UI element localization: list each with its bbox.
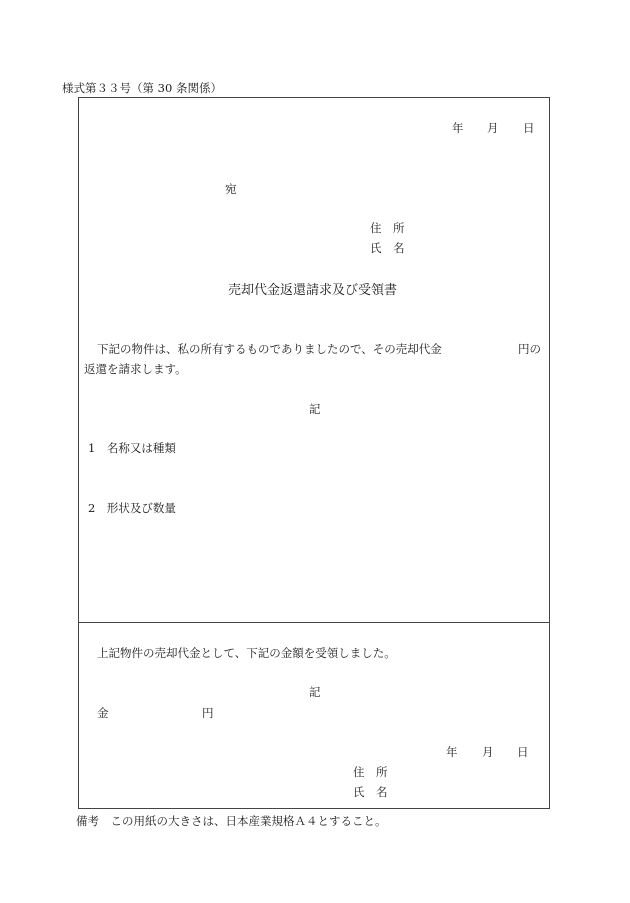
request-name-label: 氏 名 bbox=[370, 241, 405, 255]
receipt-date-month: 月 bbox=[482, 745, 494, 759]
form-number: 様式第３３号（第 30 条関係） bbox=[62, 81, 222, 95]
amount-label: 金 bbox=[97, 706, 109, 720]
request-date-month: 月 bbox=[487, 121, 499, 135]
request-address-label: 住 所 bbox=[370, 221, 405, 235]
amount-yen: 円 bbox=[202, 706, 214, 720]
request-body-line1: 下記の物件は、私の所有するものでありましたので、その売却代金 bbox=[97, 342, 442, 356]
receipt-ki: 記 bbox=[309, 685, 321, 699]
addressee-suffix: 宛 bbox=[225, 182, 237, 196]
section-divider bbox=[78, 622, 550, 623]
request-date-day: 日 bbox=[523, 121, 535, 135]
document-title: 売却代金返還請求及び受領書 bbox=[228, 283, 398, 298]
item-name-or-type: 1 名称又は種類 bbox=[88, 441, 176, 455]
footer-note: 備考 この用紙の大きさは、日本産業規格Ａ４とすること。 bbox=[76, 814, 387, 828]
receipt-date-day: 日 bbox=[517, 745, 529, 759]
request-body-yen: 円の bbox=[518, 342, 541, 356]
item-shape-and-quantity: 2 形状及び数量 bbox=[88, 501, 176, 515]
receipt-body: 上記物件の売却代金として、下記の金額を受領しました。 bbox=[97, 646, 396, 660]
receipt-date-year: 年 bbox=[446, 745, 458, 759]
request-body-line2: 返還を請求します。 bbox=[84, 362, 187, 376]
request-ki: 記 bbox=[309, 402, 321, 416]
receipt-address-label: 住 所 bbox=[353, 765, 388, 779]
request-date-year: 年 bbox=[452, 121, 464, 135]
receipt-name-label: 氏 名 bbox=[353, 785, 388, 799]
